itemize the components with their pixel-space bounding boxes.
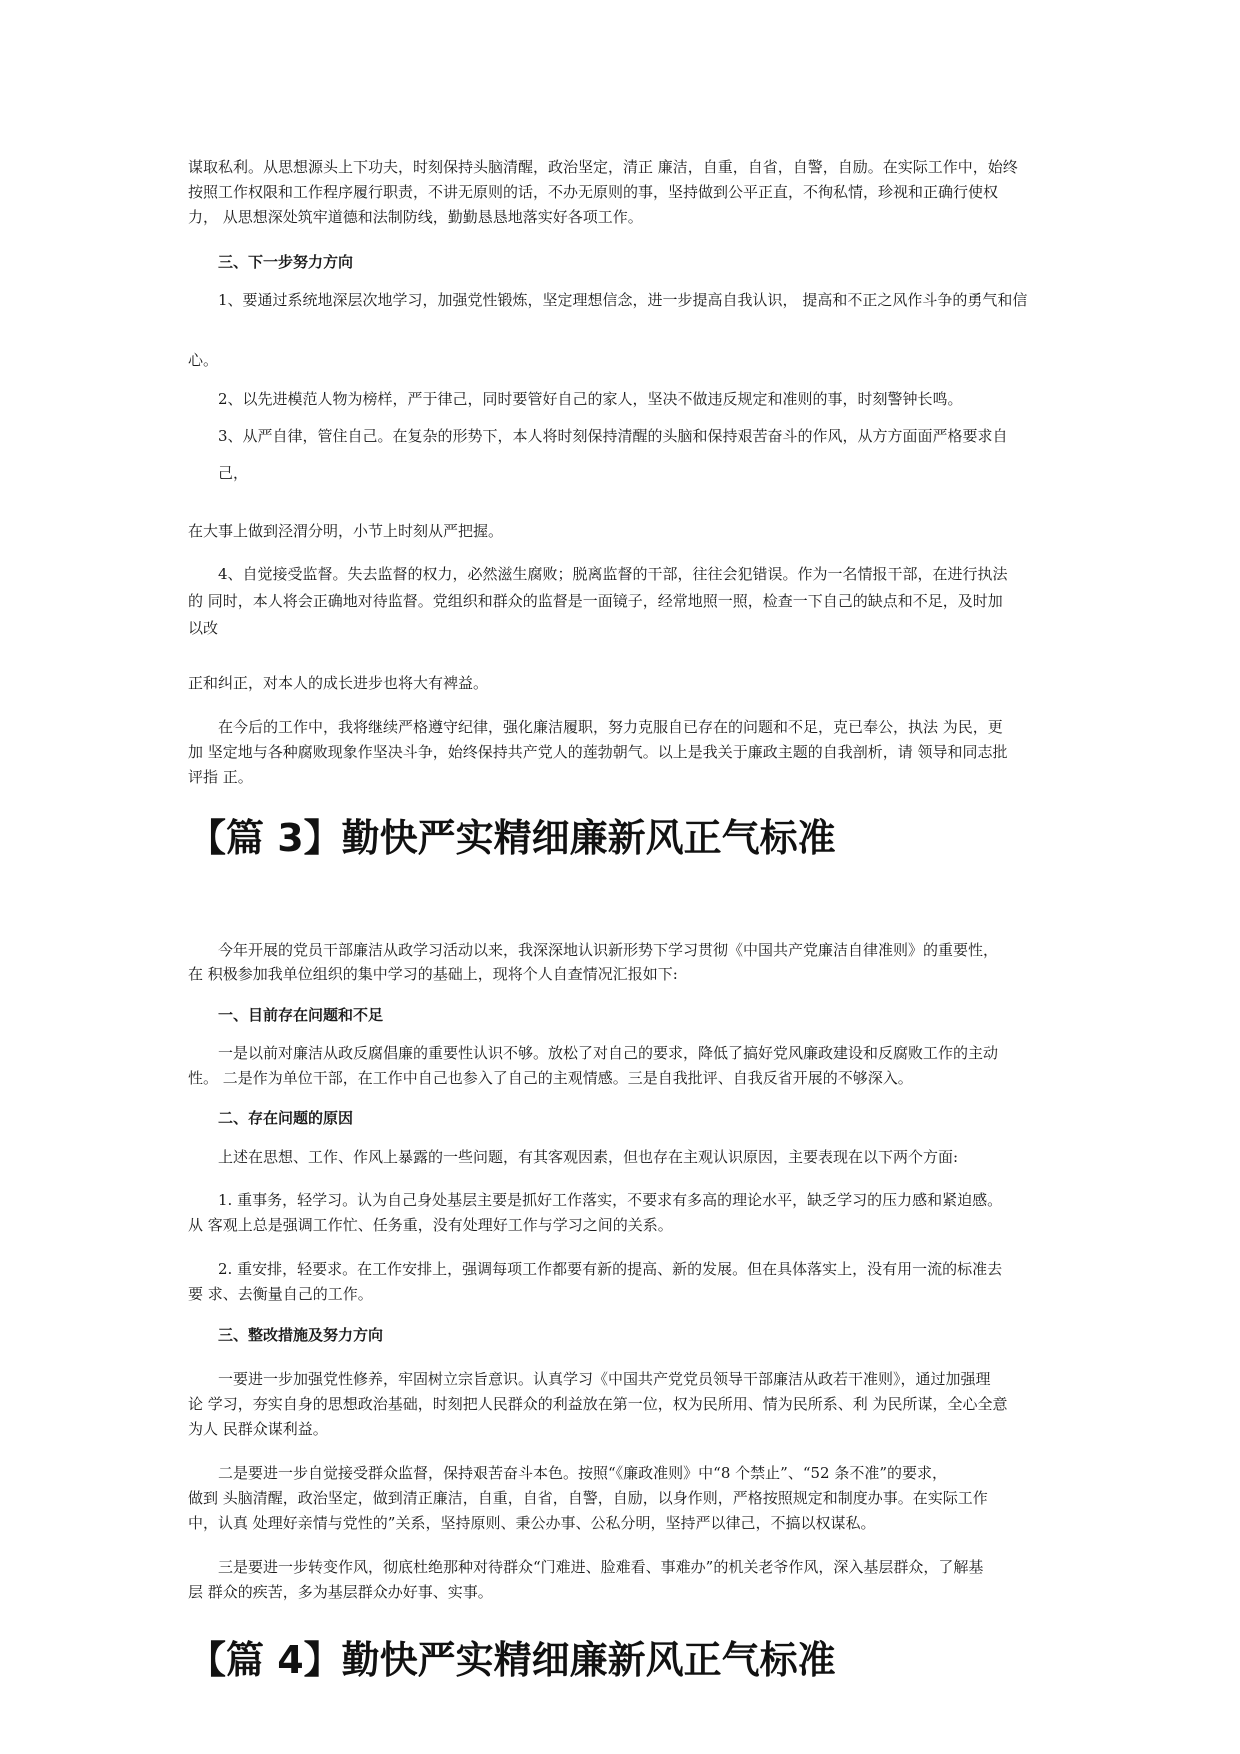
text-line: 按照工作权限和工作程序履行职责，不讲无原则的话，不办无原则的事，坚持做到公平正直，不徇私情，珍视和正确行使权 (188, 183, 999, 201)
text-line: 一是以前对廉洁从政反腐倡廉的重要性认识不够。放松了对自己的要求，降低了搞好党风廉政建设和反腐败工作的主动 (218, 1044, 999, 1062)
text-line: 以改 (188, 619, 219, 637)
text-line: 今年开展的党员干部廉洁从政学习活动以来，我深深地认识新形势下学习贯彻《中国共产党廉洁自律准则》的重要性， (218, 941, 999, 959)
text-line: 为人 民群众谋利益。 (188, 1420, 328, 1438)
text-line: 二是要进一步自觉接受群众监督，保持艰苦奋斗本色。按照“《廉政准则》中“8 个禁止”、“52 条不准”的要求， (218, 1464, 948, 1482)
section-heading: 三、下一步努力方向 (218, 253, 354, 271)
text-line: 4、自觉接受监督。失去监督的权力，必然滋生腐败；脱离监督的干部，往往会犯错误。作为一名情报干部，在进行执法 (218, 565, 1008, 583)
text-line: 在今后的工作中，我将继续严格遵守纪律，强化廉洁履职，努力克服自已存在的问题和不足，克已奉公，执法 为民，更 (218, 718, 1003, 736)
article-title: 【篇 3】勤快严实精细廉新风正气标准 (188, 816, 836, 860)
text-line: 评指 正。 (188, 768, 253, 786)
text-line: 3、从严自律，管住自己。在复杂的形势下，本人将时刻保持清醒的头脑和保持艰苦奋斗的作风，从方方面面严格要求自 (218, 427, 1008, 445)
section-heading: 二、存在问题的原因 (218, 1109, 354, 1127)
text-line: 一要进一步加强党性修养，牢固树立宗旨意识。认真学习《中国共产党党员领导干部廉洁从政若干准则》，通过加强理 (218, 1370, 991, 1388)
text-line: 1. 重事务，轻学习。认为自己身处基层主要是抓好工作落实，不要求有多高的理论水平，缺乏学习的压力感和紧迫感。 (218, 1191, 1003, 1209)
text-line: 做到 头脑清醒，政治坚定，做到清正廉洁，自重，自省，自警，自励，以身作则，严格按照规定和制度办事。在实际工作 (188, 1489, 988, 1507)
section-heading: 三、整改措施及努力方向 (218, 1326, 384, 1344)
text-line: 的 同时，本人将会正确地对待监督。党组织和群众的监督是一面镜子，经常地照一照，检查一下自己的缺点和不足，及时加 (188, 592, 1003, 610)
text-line: 中，认真 处理好亲情与党性的”关系，坚持原则、秉公办事、公私分明，坚持严以律己，不搞以权谋私。 (188, 1514, 876, 1532)
text-line: 2、以先进模范人物为榜样，严于律己，同时要管好自己的家人，坚决不做违反规定和准则的事，时刻警钟长鸣。 (218, 390, 963, 408)
text-line: 三是要进一步转变作风，彻底杜绝那种对待群众“门难进、脸难看、事难办”的机关老爷作风，深入基层群众，了解基 (218, 1558, 984, 1576)
text-line: 心。 (188, 351, 219, 369)
text-line: 上述在思想、工作、作风上暴露的一些问题，有其客观因素，但也存在主观认识原因，主要表现在以下两个方面: (218, 1148, 959, 1166)
text-line: 加 坚定地与各种腐败现象作坚决斗争，始终保持共产党人的莲勃朝气。以上是我关于廉政主题的自我剖析，请 领导和同志批 (188, 743, 1008, 761)
text-line: 2. 重安排，轻要求。在工作安排上，强调每项工作都要有新的提高、新的发展。但在具体落实上，没有用一流的标准去 (218, 1260, 1003, 1278)
text-line: 力， 从思想深处筑牢道德和法制防线，勤勤恳恳地落实好各项工作。 (188, 208, 643, 226)
section-heading: 一、目前存在问题和不足 (218, 1006, 384, 1024)
text-line: 在大事上做到泾渭分明，小节上时刻从严把握。 (188, 522, 504, 540)
article-title: 【篇 4】勤快严实精细廉新风正气标准 (188, 1638, 836, 1682)
text-line: 层 群众的疾苦，多为基层群众办好事、实事。 (188, 1583, 493, 1601)
text-line: 1、要通过系统地深层次地学习，加强党性锻炼，坚定理想信念，进一步提高自我认识， 提高和不正之风作斗争的勇气和信 (218, 291, 1028, 309)
text-line: 论 学习，夯实自身的思想政治基础，时刻把人民群众的利益放在第一位，权为民所用、情为民所系、利 为民所谋，全心全意 (188, 1395, 1008, 1413)
text-line: 要 求、去衡量自己的工作。 (188, 1285, 373, 1303)
text-line: 谋取私利。从思想源头上下功夫，时刻保持头脑清醒，政治坚定，清正 廉洁，自重，自省，自警，自励。在实际工作中，始终 (188, 158, 1018, 176)
text-line: 从 客观上总是强调工作忙、任务重，没有处理好工作与学习之间的关系。 (188, 1216, 673, 1234)
text-line: 性。 二是作为单位干部，在工作中自己也参入了自己的主观情感。三是自我批评、自我反省开展的不够深入。 (188, 1069, 913, 1087)
text-line: 在 积极参加我单位组织的集中学习的基础上，现将个人自查情况汇报如下: (188, 965, 678, 983)
text-line: 正和纠正，对本人的成长进步也将大有裨益。 (188, 674, 489, 692)
text-line: 己， (218, 464, 249, 482)
